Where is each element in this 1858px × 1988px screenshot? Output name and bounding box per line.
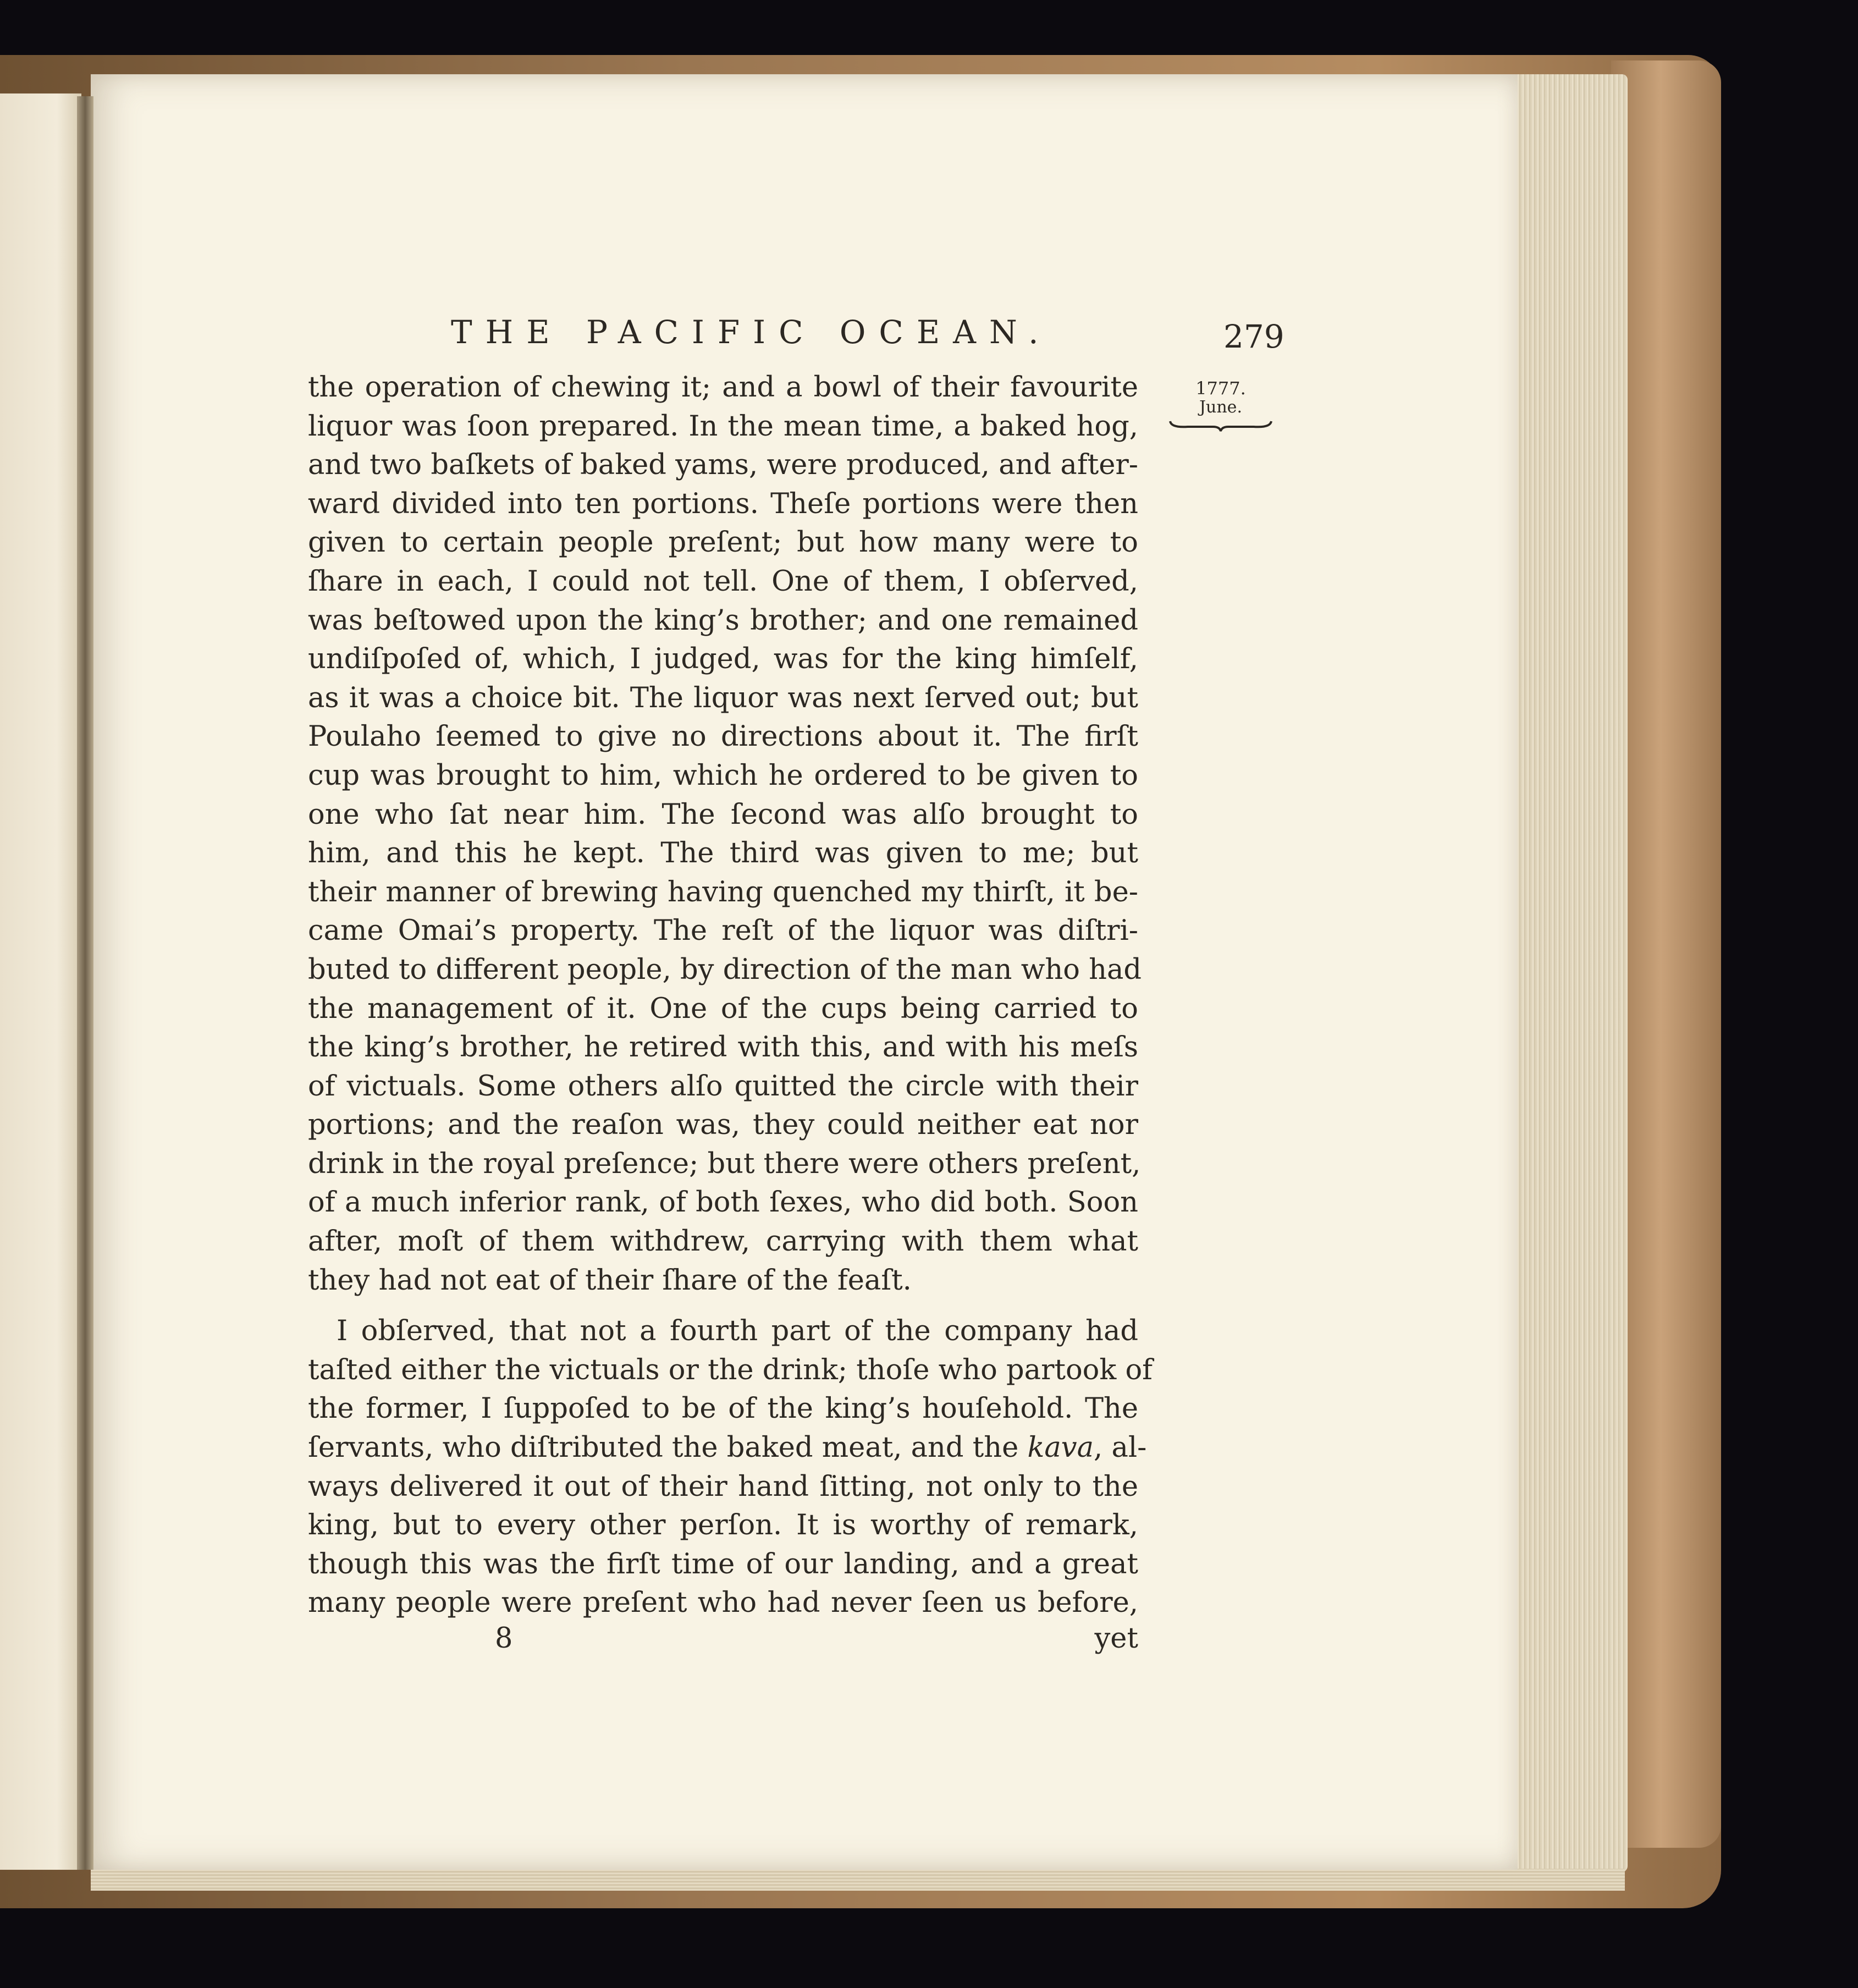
text-line: undiſpoſed of, which, I judged, was for the king himſelf, xyxy=(308,643,1138,676)
text-line: and two baſkets of baked yams, were produced, and after- xyxy=(308,449,1138,482)
text-line: him, and this he kept. The third was given to me; but xyxy=(308,837,1138,870)
left-page-sliver xyxy=(0,93,81,1870)
text-line: the operation of chewing it; and a bowl of their favourite xyxy=(308,371,1138,404)
text-line: though this was the firſt time of our landing, and a great xyxy=(308,1548,1138,1581)
text-line: given to certain people preſent; but how many were to xyxy=(308,526,1138,559)
text-line: ward divided into ten portions. Theſe portions were then xyxy=(308,487,1138,520)
paragraph-1 xyxy=(308,368,1142,1300)
text-line: one who ſat near him. The ſecond was alſo brought to xyxy=(308,798,1138,831)
signature-mark: 8 xyxy=(495,1622,513,1655)
text-line: Poulaho ſeemed to give no directions about it. The firſt xyxy=(308,720,1138,753)
text-line: many people were preſent who had never ſeen us before, xyxy=(308,1587,1138,1620)
text-line: they had not eat of their ſhare of the feaſt. xyxy=(308,1264,912,1297)
page-footer xyxy=(308,1622,1138,1661)
text-line: I obſerved, that not a fourth part of the company had xyxy=(337,1315,1138,1348)
text-line: taſted either the victuals or the drink; thoſe who partook of xyxy=(308,1353,1153,1386)
text-line: of a much inferior rank, of both ſexes, who did both. Soon xyxy=(308,1186,1138,1219)
paragraph-2 xyxy=(308,1312,1153,1623)
text-line: was beſtowed upon the king’s brother; and one remained xyxy=(308,604,1138,637)
brace-icon xyxy=(1166,419,1276,433)
text-line: the former, I ſuppoſed to be of the king’s houſehold. The xyxy=(308,1392,1138,1425)
text-line: drink in the royal preſence; but there were others preſent, xyxy=(308,1147,1141,1180)
book-gutter xyxy=(77,96,93,1870)
catchword: yet xyxy=(1094,1622,1138,1655)
text-line: came Omai’s property. The reſt of the liquor was diſtri- xyxy=(308,915,1138,948)
text-line: the king’s brother, he retired with this, and with his meſs xyxy=(308,1031,1138,1064)
margin-date-note xyxy=(1166,378,1276,433)
text-line: liquor was ſoon prepared. In the mean time, a baked hog, xyxy=(308,410,1138,443)
margin-year: 1777. xyxy=(1195,378,1246,399)
text-line: cup was brought to him, which he ordered to be given to xyxy=(308,759,1138,792)
text-line: ſervants, who diſtributed the baked meat, and the kava, al- xyxy=(308,1431,1147,1464)
text-line: their manner of brewing having quenched my thirſt, it be- xyxy=(308,875,1138,908)
text-line: as it was a choice bit. The liquor was next ſerved out; but xyxy=(308,681,1138,714)
margin-month: June. xyxy=(1199,398,1242,417)
running-title: THE PACIFIC OCEAN. xyxy=(451,313,1052,351)
body-text xyxy=(308,368,1153,1623)
text-line: buted to different people, by direction of the man who had xyxy=(308,953,1142,986)
text-line: ſhare in each, I could not tell. One of them, I obſerved, xyxy=(308,565,1138,598)
page-number: 279 xyxy=(1223,318,1284,355)
text-line: ways delivered it out of their hand ſitting, not only to the xyxy=(308,1470,1138,1503)
cover-edge xyxy=(1611,60,1721,1848)
text-line: portions; and the reaſon was, they could neither eat nor xyxy=(308,1109,1138,1142)
text-line: the management of it. One of the cups being carried to xyxy=(308,992,1138,1025)
text-line: after, moſt of them withdrew, carrying with them what xyxy=(308,1225,1138,1258)
page-stack-edge xyxy=(1507,74,1628,1873)
page-stack-bottom xyxy=(91,1869,1625,1891)
text-line: king, but to every other perſon. It is worthy of remark, xyxy=(308,1509,1138,1542)
text-line: of victuals. Some others alſo quitted the circle with their xyxy=(308,1070,1138,1103)
italic-word: kava xyxy=(1027,1431,1094,1464)
